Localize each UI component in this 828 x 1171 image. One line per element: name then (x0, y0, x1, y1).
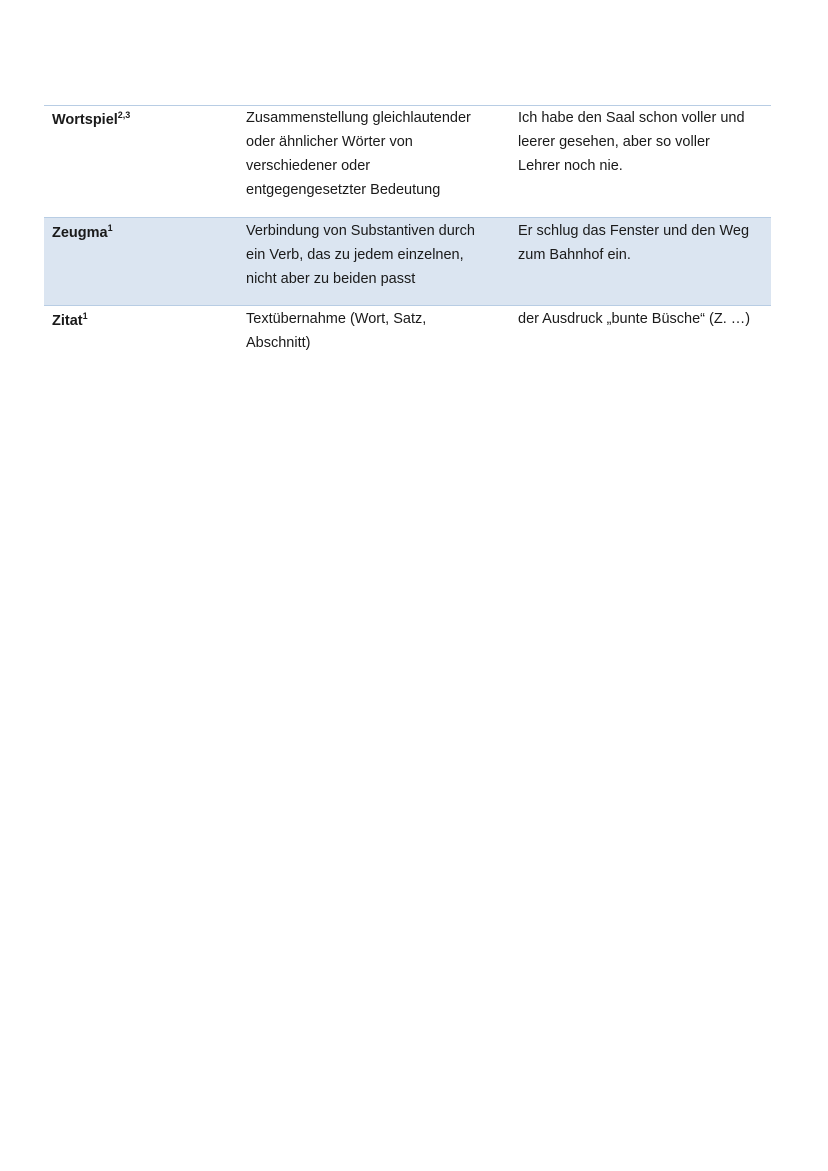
example-line: zum Bahnhof ein. (518, 247, 631, 263)
term-text: Zeugma (52, 225, 108, 241)
term-text: Zitat (52, 313, 83, 329)
definition-cell (244, 218, 518, 305)
definition-cell (244, 106, 518, 217)
term-cell (44, 106, 244, 217)
definition-cell (244, 306, 518, 366)
term-cell (44, 306, 244, 366)
definition-line: verschiedener oder (246, 158, 371, 174)
example-line: Er schlug das Fenster und den Weg (518, 223, 750, 239)
term-superscript: 1 (107, 223, 113, 233)
example-cell (518, 218, 771, 305)
term-superscript: 2,3 (117, 110, 131, 120)
stilmittel-table (44, 105, 771, 366)
example-line: der Ausdruck „bunte Büsche“ (Z. …) (518, 311, 751, 327)
definition-line: Verbindung von Substantiven durch (246, 223, 475, 239)
definition-line: ein Verb, das zu jedem einzelnen, (246, 247, 464, 263)
table-row (44, 218, 771, 306)
term-cell (44, 218, 244, 305)
example-line: leerer gesehen, aber so voller (518, 134, 710, 150)
table-row (44, 306, 771, 366)
example-line: Ich habe den Saal schon voller und (518, 110, 745, 126)
definition-line: Abschnitt) (246, 335, 311, 351)
definition-line: oder ähnlicher Wörter von (246, 134, 413, 150)
example-cell (518, 106, 771, 217)
term-superscript: 1 (82, 311, 88, 321)
definition-line: nicht aber zu beiden passt (246, 271, 416, 287)
table-row (44, 106, 771, 218)
definition-line: Textübernahme (Wort, Satz, (246, 311, 427, 327)
example-line: Lehrer noch nie. (518, 158, 623, 174)
example-cell (518, 306, 771, 366)
definition-line: Zusammenstellung gleichlautender (246, 110, 471, 126)
definition-line: entgegengesetzter Bedeutung (246, 182, 441, 198)
term-text: Wortspiel (52, 112, 118, 128)
